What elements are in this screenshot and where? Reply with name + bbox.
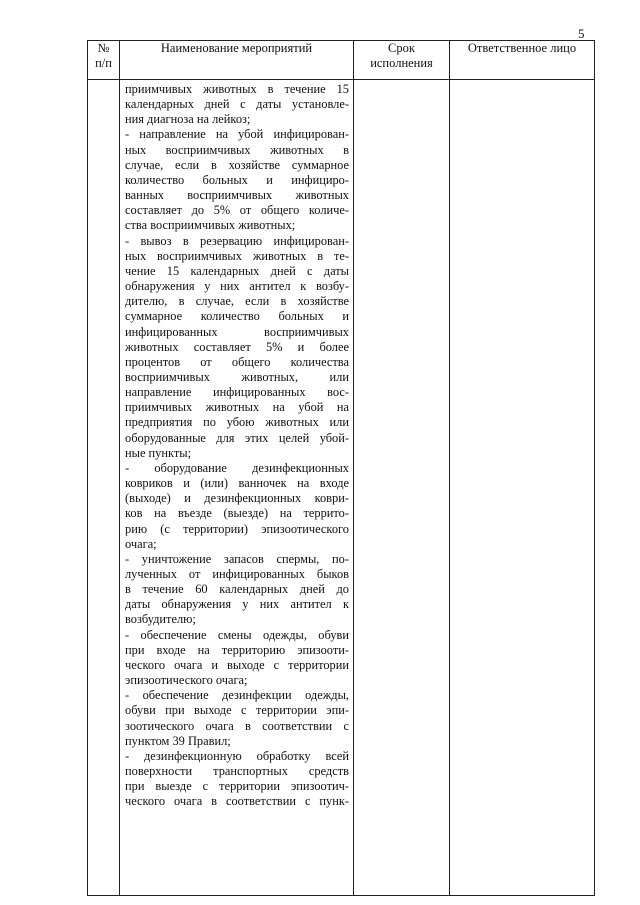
text-line: ния диагноза на лейкоз; xyxy=(125,112,251,127)
text-line: процентов от общего количества xyxy=(125,354,349,369)
text-line: обуви при выходе с территории эпи- xyxy=(125,703,349,718)
text-line: ства восприимчивых животных; xyxy=(125,218,296,233)
text-line: ных восприимчивых животных в xyxy=(125,142,349,157)
text-line: пунктом 39 Правил; xyxy=(125,733,231,748)
text-line: - обеспечение дезинфекции одежды, xyxy=(125,688,349,703)
table-header-row xyxy=(88,41,595,80)
text-line: рию (с территории) эпизоотического xyxy=(125,521,349,536)
text-line: при входе на территорию эпизооти- xyxy=(125,642,349,657)
header-term-line2: исполнения xyxy=(370,56,433,70)
text-line: в течение 60 календарных дней до xyxy=(125,582,349,597)
text-line: инфицированных восприимчивых xyxy=(125,324,349,339)
text-line: ческого очага в соответствии с пунк- xyxy=(125,794,349,809)
text-line: ковриков и (или) ванночек на входе xyxy=(125,476,349,491)
measures-table xyxy=(87,40,595,896)
text-line: даты обнаружения у них антител к xyxy=(125,597,349,612)
text-line: зоотического очага в соответствии с xyxy=(125,718,349,733)
text-line: поверхности транспортных средств xyxy=(125,764,349,779)
header-term-line1: Срок xyxy=(388,41,415,55)
text-line: ков на въезде (выезде) на террито- xyxy=(125,506,349,521)
text-line: восприимчивых животных, или xyxy=(125,369,349,384)
header-number-line2: п/п xyxy=(95,56,112,70)
measures-text xyxy=(120,80,353,810)
text-line: оборудованные для этих целей убой- xyxy=(125,430,349,445)
text-line: обнаружения у них антител к возбу- xyxy=(125,279,349,294)
text-line: лученных от инфицированных быков xyxy=(125,567,349,581)
text-line: - вывоз в резервацию инфицирован- xyxy=(125,233,349,248)
text-line: (выходе) и дезинфекционных коври- xyxy=(125,491,349,506)
cell-measures xyxy=(120,80,354,896)
header-number-line1: № xyxy=(97,41,110,55)
text-line: ческого очага и выходе с территории xyxy=(125,657,349,672)
header-number xyxy=(88,41,120,80)
text-line: - направление на убой инфицирован- xyxy=(125,127,349,142)
text-line: - обеспечение смены одежды, обуви xyxy=(125,627,349,642)
text-line: ные пункты; xyxy=(125,445,192,460)
text-line: ванных восприимчивых животных xyxy=(125,188,349,203)
cell-term xyxy=(354,80,450,896)
cell-number xyxy=(88,80,120,896)
header-name: Наименование мероприятий xyxy=(120,41,354,80)
cell-responsible xyxy=(450,80,595,896)
text-line: эпизоотического очага; xyxy=(125,673,248,688)
text-line: количество больных и инфициро- xyxy=(125,172,349,187)
text-line: составляет до 5% от общего количе- xyxy=(125,203,349,218)
text-line: - оборудование дезинфекционных xyxy=(125,460,349,475)
text-line: - уничтожение запасов спермы, по- xyxy=(125,551,349,566)
text-line: случае, если в хозяйстве суммарное xyxy=(125,157,349,172)
text-line: дителю, в случае, если в хозяйстве xyxy=(125,294,349,309)
text-line: животных составляет 5% и более xyxy=(125,339,349,354)
text-line: предприятия по убою животных или xyxy=(125,415,349,430)
text-line: чение 15 календарных дней с даты xyxy=(125,263,349,278)
page-number: 5 xyxy=(578,26,585,41)
header-term xyxy=(354,41,450,80)
header-responsible: Ответственное лицо xyxy=(450,41,595,80)
text-line: суммарное количество больных и xyxy=(125,309,349,324)
text-line: календарных дней с даты установле- xyxy=(125,97,349,112)
text-line: направление инфицированных вос- xyxy=(125,385,349,400)
text-line: приимчивых животных на убой на xyxy=(125,400,349,415)
table-row xyxy=(88,80,595,896)
text-line: при выезде с территории эпизоотич- xyxy=(125,779,349,794)
text-line: - дезинфекционную обработку всей xyxy=(125,748,349,763)
text-line: очага; xyxy=(125,536,157,551)
text-line: возбудителю; xyxy=(125,612,196,627)
text-line: ных восприимчивых животных в те- xyxy=(125,248,349,263)
text-line: приимчивых животных в течение 15 xyxy=(125,82,349,96)
